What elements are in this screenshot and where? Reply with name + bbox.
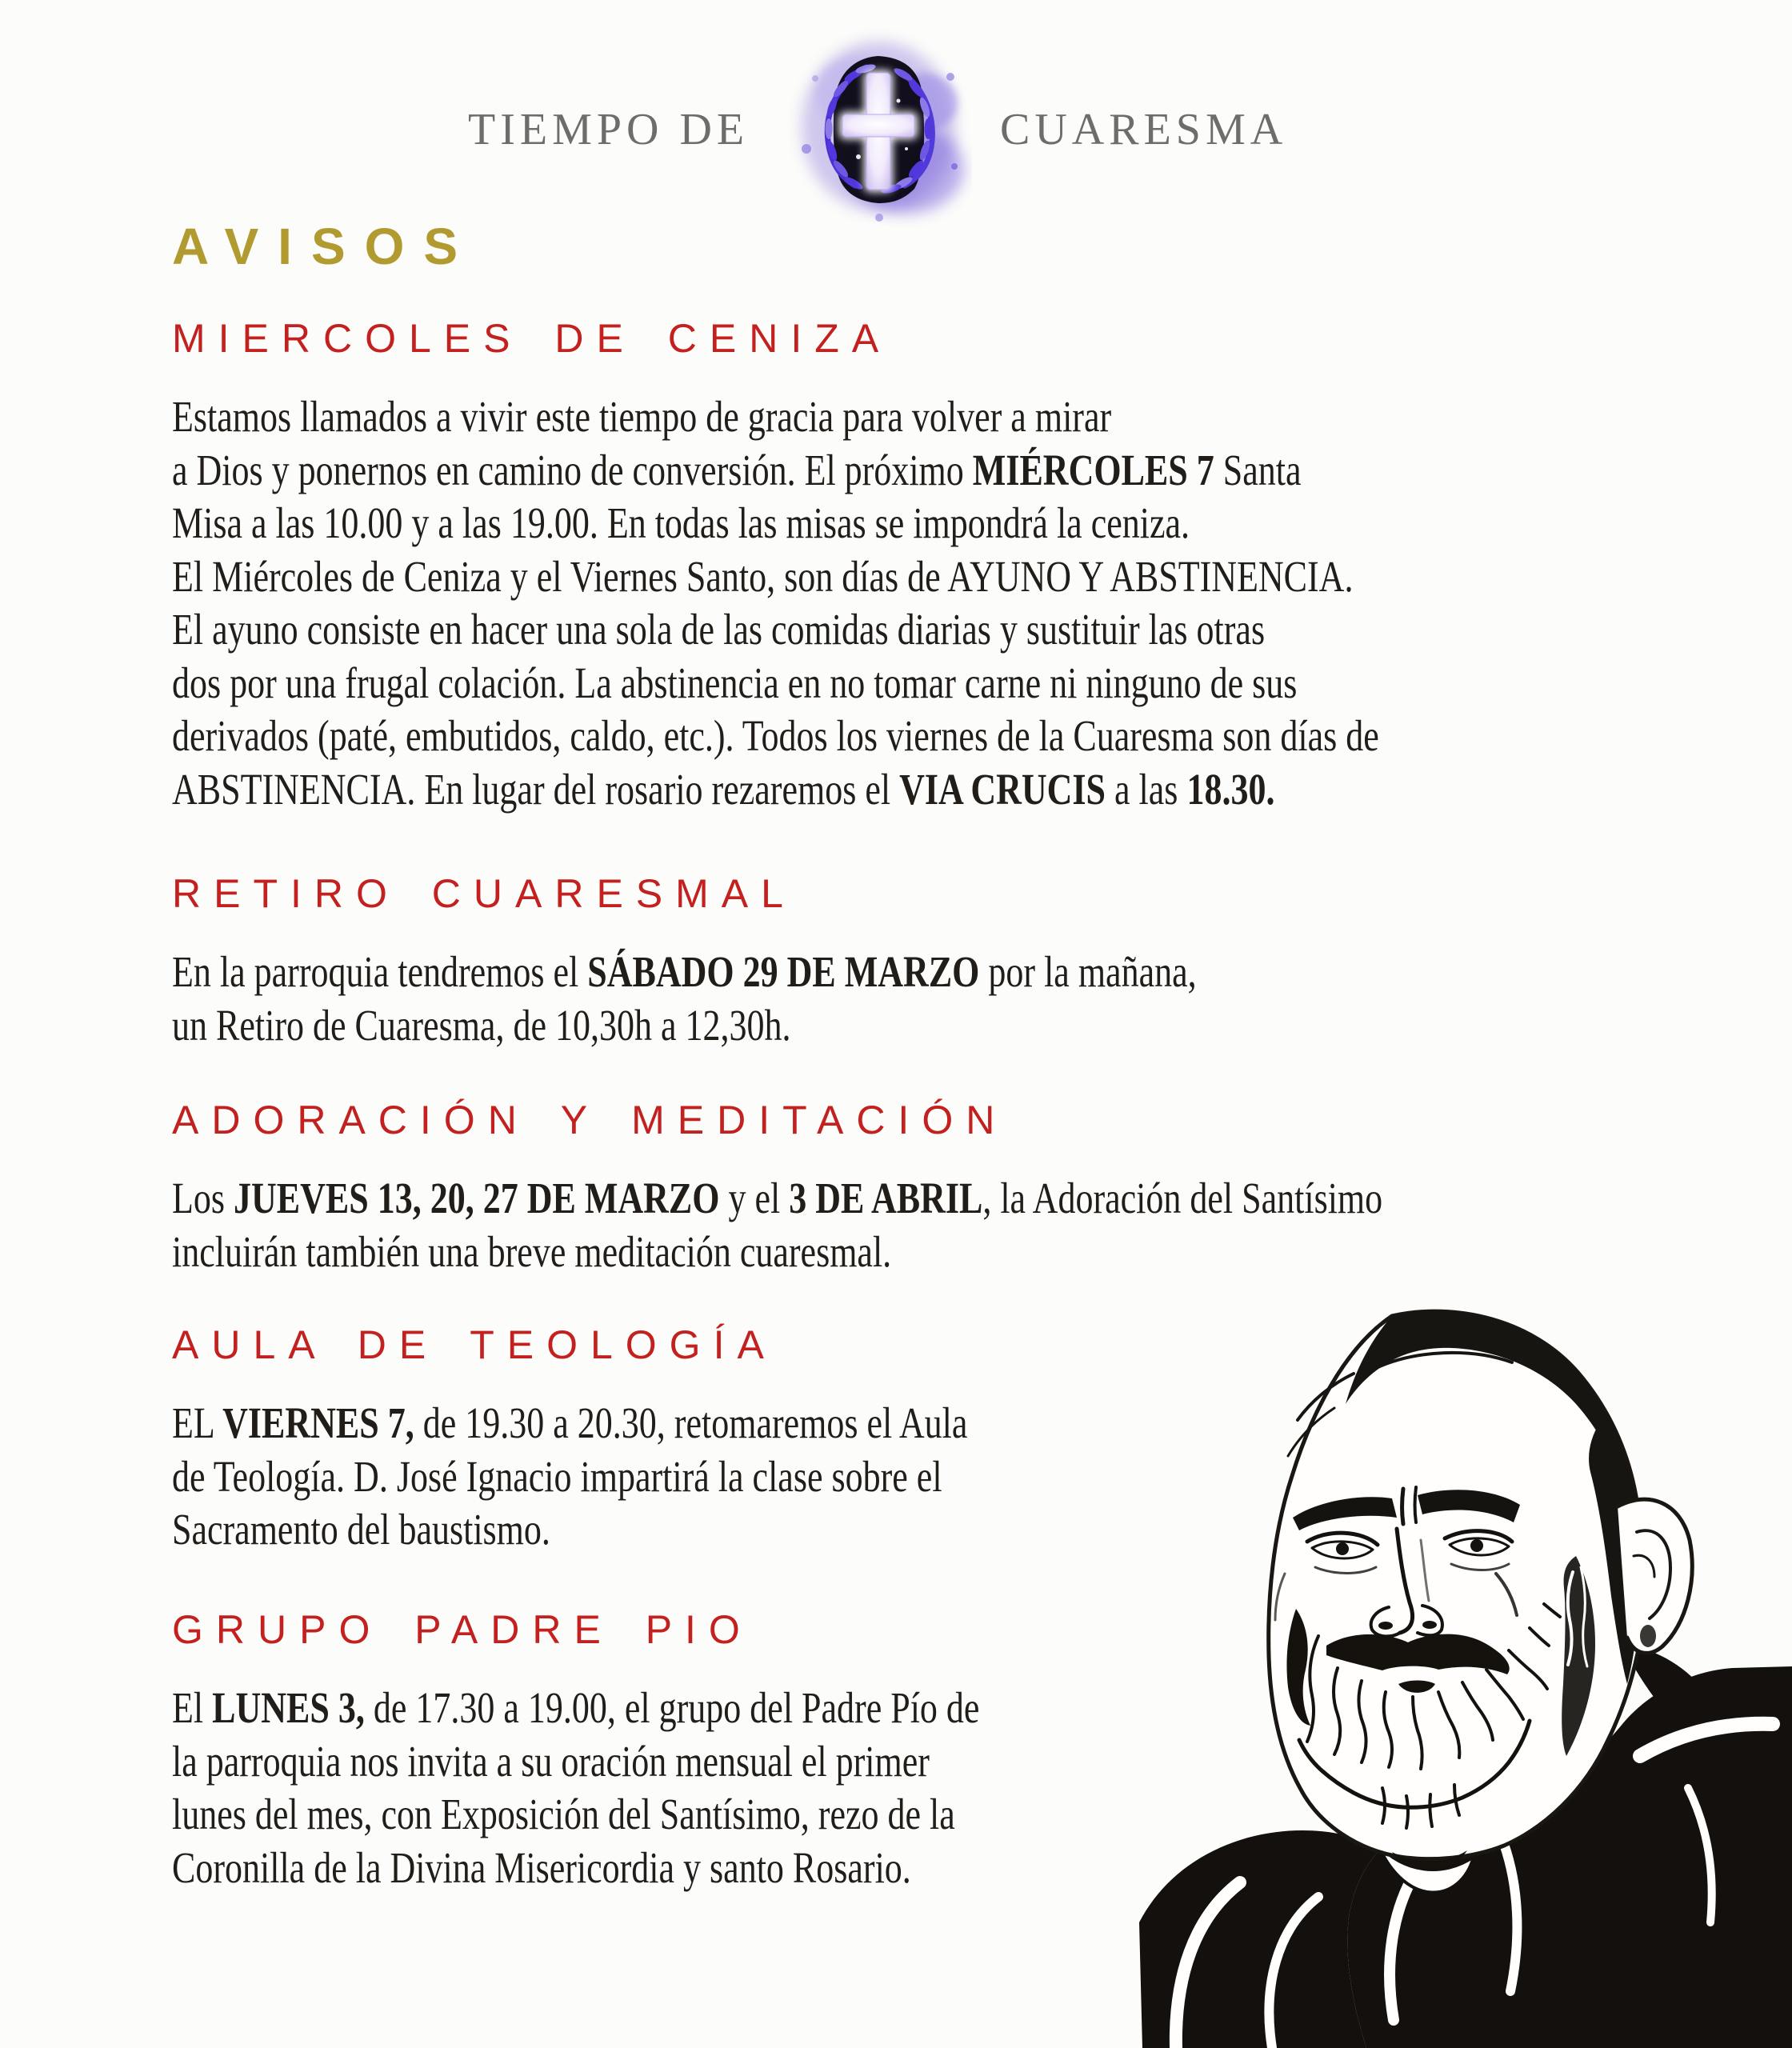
text-segment: de 19.30 a 20.30, retomaremos el Aula	[414, 1398, 968, 1447]
section-heading: AULA DE TEOLOGÍA	[172, 1322, 777, 1367]
text-segment: por la mañana,	[979, 947, 1197, 996]
text-segment: VIA CRUCIS	[899, 764, 1106, 814]
header-title-left: TIEMPO DE	[468, 105, 750, 154]
text-segment: , la Adoración del Santísimo	[982, 1174, 1383, 1222]
paragraph-line	[172, 1226, 1382, 1279]
section-heading: GRUPO PADRE PIO	[172, 1607, 753, 1652]
text-segment: y el	[719, 1174, 790, 1222]
text-segment: El Miércoles de Ceniza y el Viernes Santo, son días de AYUNO Y ABSTINENCIA.	[172, 551, 1354, 601]
section-adoracion-y-meditacion	[172, 1100, 1685, 1278]
text-segment: En la parroquia tendremos el	[172, 947, 588, 996]
paragraph-line	[172, 946, 1197, 999]
padre-pio-portrait-illustration	[1128, 1292, 1792, 2048]
paragraph-line	[172, 1842, 979, 1895]
text-segment: de 17.30 a 19.00, el grupo del Padre Pío de	[364, 1683, 980, 1732]
paragraph-line	[172, 390, 1379, 444]
paragraph-line	[172, 497, 1379, 550]
text-segment: 3 DE ABRIL	[789, 1174, 983, 1222]
text-segment: Sacramento del baustismo.	[172, 1505, 550, 1554]
paragraph-line	[172, 603, 1379, 657]
lent-cross-wreath-emblem-icon	[786, 29, 972, 230]
text-segment: EL	[172, 1398, 223, 1447]
text-segment: Misa a las 10.00 y a las 19.00. En todas las misas se impondrá la ceniza.	[172, 498, 1190, 547]
text-segment: Estamos llamados a vivir este tiempo de gracia para volver a mirar	[172, 392, 1112, 441]
section-heading: MIERCOLES DE CENIZA	[172, 316, 892, 361]
text-segment: incluirán también una breve meditación cuaresmal.	[172, 1226, 892, 1276]
section-body	[172, 390, 1681, 816]
text-segment: Los	[172, 1174, 234, 1222]
text-segment: El	[172, 1683, 213, 1732]
paragraph-line	[172, 1682, 979, 1735]
paragraph-line	[172, 1503, 967, 1557]
text-segment: dos por una frugal colación. La abstinencia en no tomar carne ni ninguno de sus	[172, 658, 1298, 707]
section-grupo-padre-pio	[172, 1607, 1182, 1894]
section-retiro-cuaresmal	[172, 871, 1453, 1052]
section-heading: ADORACIÓN Y MEDITACIÓN	[172, 1098, 1008, 1142]
paragraph-line	[172, 1450, 967, 1504]
paragraph-line	[172, 1172, 1382, 1226]
text-segment: SÁBADO 29 DE MARZO	[587, 947, 980, 996]
paragraph-line	[172, 999, 1197, 1053]
text-segment: ABSTINENCIA. En lugar del rosario rezaremos el	[172, 764, 900, 814]
text-segment: Coronilla de la Divina Misericordia y santo Rosario.	[172, 1842, 911, 1892]
text-segment: JUEVES 13, 20, 27 DE MARZO	[234, 1174, 720, 1222]
paragraph-line	[172, 657, 1379, 710]
text-segment: 18.30.	[1186, 764, 1275, 814]
paragraph-line	[172, 710, 1379, 763]
section-miercoles-de-ceniza	[172, 318, 1681, 816]
text-segment: a las	[1106, 764, 1187, 814]
text-segment: lunes del mes, con Exposición del Santísimo, rezo de la	[172, 1790, 955, 1838]
paragraph-line	[172, 1788, 979, 1842]
page-title-avisos: AVISOS	[172, 218, 478, 275]
header-title-right: CUARESMA	[1000, 105, 1288, 154]
paragraph-line	[172, 444, 1379, 498]
section-aula-de-teologia	[172, 1322, 1166, 1557]
paragraph-line	[172, 763, 1379, 817]
section-body	[172, 1397, 1166, 1557]
text-segment: a Dios y ponernos en camino de conversión. El próximo	[172, 445, 973, 494]
text-segment: MIÉRCOLES 7	[972, 445, 1214, 494]
text-segment: VIERNES 7,	[222, 1398, 414, 1447]
section-body	[172, 1172, 1685, 1278]
paragraph-line	[172, 550, 1379, 604]
text-segment: El ayuno consiste en hacer una sola de las comidas diarias y sustituir las otras	[172, 605, 1266, 654]
section-heading: RETIRO CUARESMAL	[172, 871, 796, 916]
paragraph-line	[172, 1735, 979, 1789]
section-body	[172, 946, 1453, 1052]
text-segment: Santa	[1214, 445, 1302, 494]
text-segment: derivados (paté, embutidos, caldo, etc.). Todos los viernes de la Cuaresma son días de	[172, 711, 1379, 760]
text-segment: la parroquia nos invita a su oración mensual el primer	[172, 1736, 930, 1786]
section-body	[172, 1682, 1182, 1894]
text-segment: de Teología. D. José Ignacio impartirá la clase sobre el	[172, 1451, 942, 1501]
text-segment: LUNES 3,	[212, 1683, 365, 1732]
paragraph-line	[172, 1397, 967, 1450]
text-segment: un Retiro de Cuaresma, de 10,30h a 12,30h.	[172, 1000, 791, 1050]
